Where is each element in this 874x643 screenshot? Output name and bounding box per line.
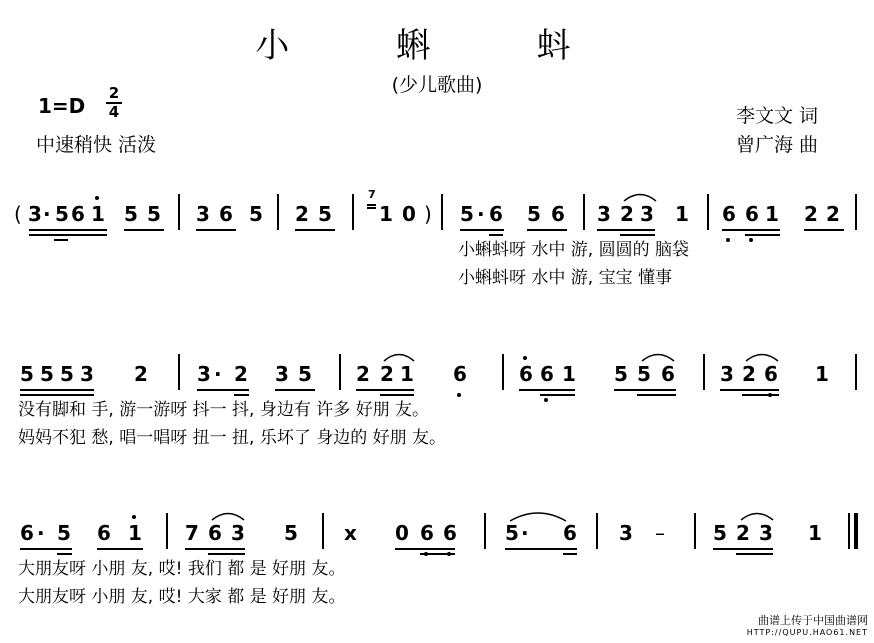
- beam: [380, 394, 414, 396]
- time-denominator: 4: [108, 103, 120, 121]
- low-octave-dot: [726, 238, 730, 242]
- music-line-1: [0, 188, 874, 320]
- low-octave-dot: [544, 398, 548, 402]
- note: 1: [675, 202, 689, 226]
- note: 5: [284, 521, 298, 545]
- barline: [166, 513, 168, 549]
- key-signature: 1=D: [38, 94, 86, 118]
- beam: [20, 394, 94, 396]
- watermark-url: HTTP://QUPU.HAO61.NET: [746, 628, 868, 637]
- note: 1: [765, 202, 779, 226]
- note: 5: [60, 362, 74, 386]
- note: 2: [134, 362, 148, 386]
- note: 3: [759, 521, 773, 545]
- tie-mark: [739, 509, 775, 521]
- time-numerator: 2: [108, 84, 120, 102]
- tie-mark: [382, 350, 416, 362]
- barline: [596, 513, 598, 549]
- barline: [322, 513, 324, 549]
- note: 6: [540, 362, 554, 386]
- note: 3: [197, 362, 211, 386]
- final-barline-thick: [854, 513, 858, 549]
- barline: [441, 194, 443, 230]
- barline: [703, 354, 705, 390]
- beam: [489, 234, 503, 236]
- tie-mark: [210, 509, 246, 521]
- note: ·: [214, 362, 222, 386]
- note: 1: [400, 362, 414, 386]
- tie-mark: [640, 350, 676, 362]
- note: 3: [80, 362, 94, 386]
- barline: [855, 194, 857, 230]
- note: 6: [420, 521, 434, 545]
- low-octave-dot: [457, 393, 461, 397]
- beam: [197, 389, 249, 391]
- beam: [295, 229, 335, 231]
- note: 2: [826, 202, 840, 226]
- beam: [736, 553, 773, 555]
- note: 6: [20, 521, 34, 545]
- note: 6: [443, 521, 457, 545]
- composer-credit: 曾广海 曲: [736, 134, 819, 156]
- beam: [275, 389, 315, 391]
- beam: [420, 553, 455, 555]
- beam: [563, 553, 577, 555]
- note: 5: [57, 521, 71, 545]
- music-line-3: [0, 519, 874, 639]
- note: 6: [208, 521, 222, 545]
- beam: [505, 548, 577, 550]
- beam: [722, 229, 780, 231]
- lyrics-verse-1: 小蝌蚪呀 水中 游, 圆圆的 脑袋: [458, 240, 690, 260]
- note: 6: [219, 202, 233, 226]
- note: ·: [477, 202, 485, 226]
- lyrics-verse-1: 没有脚和 手, 游一游呀 抖一 抖, 身边有 许多 好朋 友。: [18, 400, 430, 420]
- barline: [178, 354, 180, 390]
- note: 7: [185, 521, 199, 545]
- song-title: 小 蝌 蚪: [255, 26, 619, 66]
- beam: [29, 229, 107, 231]
- barline: [352, 194, 354, 230]
- beam: [20, 389, 94, 391]
- beam: [742, 394, 779, 396]
- barline: [855, 354, 857, 390]
- note: 6: [97, 521, 111, 545]
- beam: [57, 553, 72, 555]
- note: ·: [37, 521, 45, 545]
- time-signature: [106, 86, 122, 120]
- lyrics-verse-2: 小蝌蚪呀 水中 游, 宝宝 懂事: [458, 268, 673, 288]
- note: 5: [713, 521, 727, 545]
- note: 6: [563, 521, 577, 545]
- note: 6: [453, 362, 467, 386]
- note: 6: [745, 202, 759, 226]
- note: 3: [619, 521, 633, 545]
- note: 1: [91, 202, 105, 226]
- tie-mark: [744, 350, 780, 362]
- grace-note: 7: [368, 188, 376, 201]
- tie-mark: [508, 509, 568, 523]
- note: 6: [71, 202, 85, 226]
- beam: [713, 548, 773, 550]
- note: 0: [402, 202, 416, 226]
- lyrics-verse-2: 妈妈不犯 愁, 唱一唱呀 扭一 扭, 乐坏了 身边的 好朋 友。: [18, 428, 447, 448]
- beam: [20, 548, 72, 550]
- beam: [395, 548, 455, 550]
- note: 5: [40, 362, 54, 386]
- note: 5: [124, 202, 138, 226]
- note: 3: [28, 202, 42, 226]
- note: 5: [505, 521, 519, 545]
- note: 3: [597, 202, 611, 226]
- note: 5: [637, 362, 651, 386]
- note: 6: [489, 202, 503, 226]
- note: 6: [764, 362, 778, 386]
- note: 6: [661, 362, 675, 386]
- watermark-text: 曲谱上传于中国曲谱网: [758, 614, 868, 627]
- barline: [484, 513, 486, 549]
- note: 1: [808, 521, 822, 545]
- beam: [29, 234, 107, 236]
- barline: [277, 194, 279, 230]
- note: 2: [742, 362, 756, 386]
- beam: [540, 394, 575, 396]
- grace-beam: [367, 204, 376, 206]
- watermark-footer: [747, 615, 868, 639]
- barline: [583, 194, 585, 230]
- note: 5: [298, 362, 312, 386]
- dash: –: [655, 521, 665, 545]
- note: 5: [20, 362, 34, 386]
- note: 2: [380, 362, 394, 386]
- note: 6: [519, 362, 533, 386]
- beam: [620, 234, 655, 236]
- note: 5: [147, 202, 161, 226]
- beam: [614, 389, 676, 391]
- high-octave-dot: [95, 196, 99, 200]
- beam: [597, 229, 655, 231]
- note: 5: [614, 362, 628, 386]
- barline: [502, 354, 504, 390]
- note: 6: [722, 202, 736, 226]
- note: 5: [527, 202, 541, 226]
- note: 5: [460, 202, 474, 226]
- note: x: [344, 521, 357, 545]
- barline: [178, 194, 180, 230]
- beam: [720, 389, 779, 391]
- note: 3: [231, 521, 245, 545]
- beam: [356, 389, 414, 391]
- note: 3: [720, 362, 734, 386]
- beam: [234, 394, 249, 396]
- barline: [339, 354, 341, 390]
- note: 1: [379, 202, 393, 226]
- beam: [637, 394, 676, 396]
- tempo-marking: 中速稍快 活泼: [36, 134, 157, 156]
- beam: [208, 553, 245, 555]
- note: 3: [640, 202, 654, 226]
- high-octave-dot: [132, 515, 136, 519]
- note: 3: [275, 362, 289, 386]
- beam: [196, 229, 236, 231]
- beam: [185, 548, 245, 550]
- beam: [804, 229, 844, 231]
- beam: [745, 234, 780, 236]
- note: 3: [196, 202, 210, 226]
- grace-beam: [367, 207, 376, 209]
- barline: [694, 513, 696, 549]
- note: 1: [128, 521, 142, 545]
- high-octave-dot: [523, 356, 527, 360]
- note: ·: [521, 521, 529, 545]
- note: 2: [234, 362, 248, 386]
- tie-mark: [622, 190, 658, 202]
- low-octave-dot: [749, 238, 753, 242]
- note: 1: [815, 362, 829, 386]
- barline: [707, 194, 709, 230]
- beam: [527, 229, 567, 231]
- note: 6: [551, 202, 565, 226]
- note: 5: [318, 202, 332, 226]
- paren-close: ): [424, 202, 432, 226]
- beam: [97, 548, 143, 550]
- beam: [519, 389, 575, 391]
- lyrics-verse-1: 大朋友呀 小朋 友, 哎! 我们 都 是 好朋 友。: [18, 559, 346, 579]
- note: ·: [43, 202, 51, 226]
- paren-open: (: [14, 202, 22, 226]
- note: 1: [562, 362, 576, 386]
- note: 2: [804, 202, 818, 226]
- note: 2: [620, 202, 634, 226]
- lyricist-credit: 李文文 词: [736, 105, 819, 127]
- beam: [124, 229, 164, 231]
- note: 5: [249, 202, 263, 226]
- lyrics-verse-2: 大朋友呀 小朋 友, 哎! 大家 都 是 好朋 友。: [18, 587, 346, 607]
- music-line-2: [0, 360, 874, 480]
- beam: [460, 229, 504, 231]
- song-subtitle: (少儿歌曲): [391, 74, 483, 96]
- beam: [54, 239, 68, 241]
- note: 0: [395, 521, 409, 545]
- note: 2: [356, 362, 370, 386]
- note: 5: [55, 202, 69, 226]
- final-barline-thin: [848, 513, 850, 549]
- note: 2: [295, 202, 309, 226]
- note: 2: [736, 521, 750, 545]
